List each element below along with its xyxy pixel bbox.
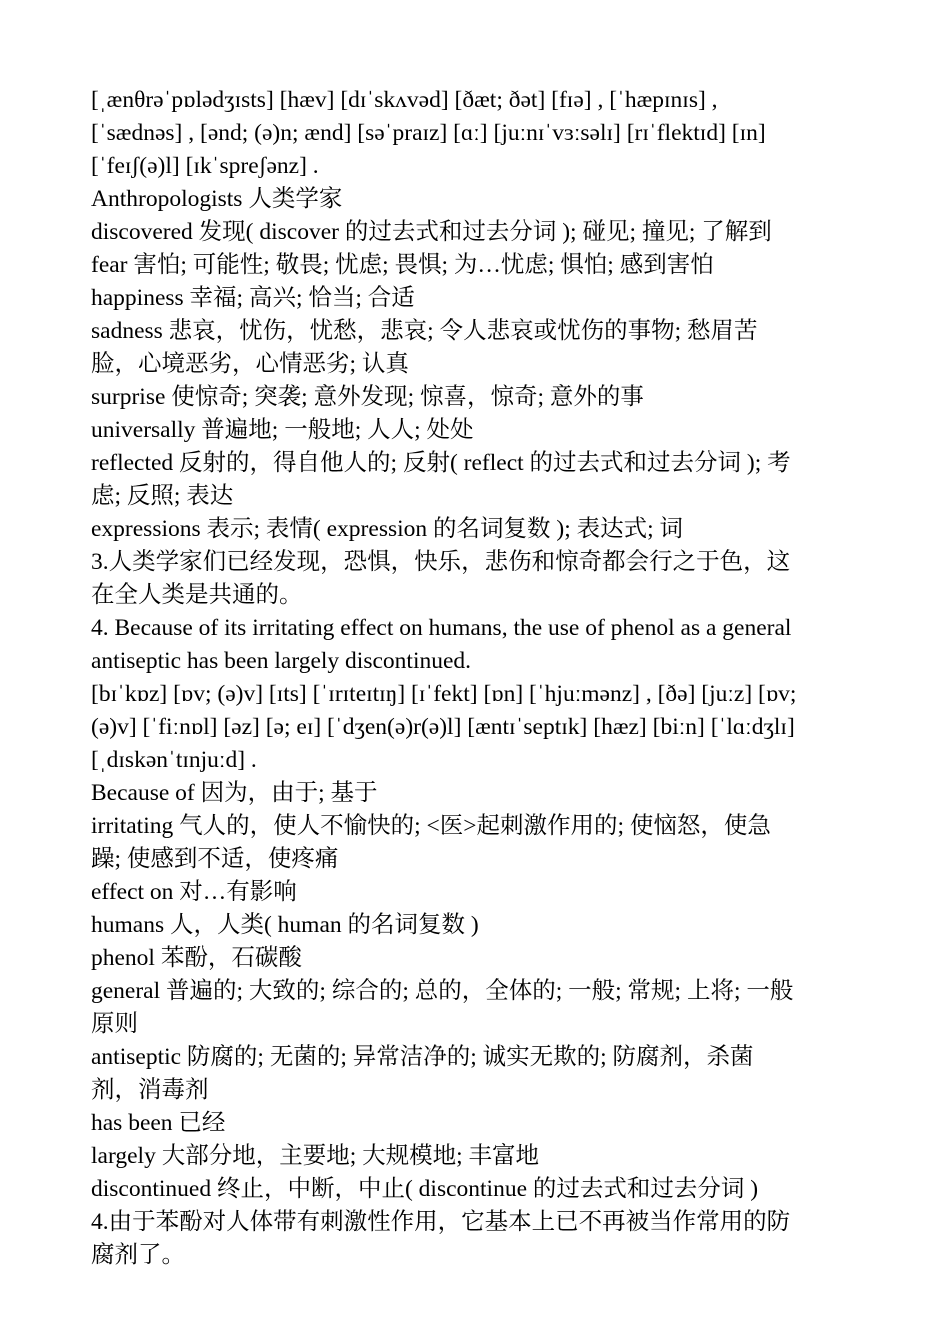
phonetic-line: [ˌænθrəˈpɒlədʒɪsts] [hæv] [dɪˈskʌvəd] [ðæt; ðət] [fɪə] , [ˈhæpɪnɪs] , [91,87,718,113]
vocab-entry-continued: 脸，心境恶劣，心情恶劣; 认真 [91,351,409,377]
vocab-entry: humans 人，人类( human 的名词复数 ) [91,912,479,938]
vocab-entry: discovered 发现( discover 的过去式和过去分词 ); 碰见; 撞见; 了解到 [91,219,772,245]
translation-line: 3.人类学家们已经发现，恐惧，快乐，悲伤和惊奇都会行之于色，这 [91,549,791,575]
phonetic-line: [ˈfeɪʃ(ə)l] [ɪkˈspreʃənz] . [91,153,319,179]
vocab-entry: Because of 因为，由于; 基于 [91,780,378,806]
phonetic-line: (ə)v] [ˈfiːnɒl] [əz] [ə; eɪ] [ˈdʒen(ə)r(ə)l] [æntɪˈseptɪk] [hæz] [biːn] [ˈlɑːdʒlɪ] [91,714,795,740]
sentence-line: 4. Because of its irritating effect on humans, the use of phenol as a general [91,615,792,641]
vocab-entry: phenol 苯酚，石碳酸 [91,945,302,971]
vocab-entry: irritating 气人的，使人不愉快的; <医>起刺激作用的; 使恼怒，使急 [91,813,771,839]
phonetic-line: [ˈsædnəs] , [ənd; (ə)n; ænd] [səˈpraɪz] [ɑː] [juːnɪˈvɜːsəlɪ] [rɪˈflektɪd] [ɪn] [91,120,766,146]
vocab-entry: universally 普遍地; 一般地; 人人; 处处 [91,417,474,443]
phonetic-line: [bɪˈkɒz] [ɒv; (ə)v] [ɪts] [ˈɪrɪteɪtɪŋ] [ɪˈfekt] [ɒn] [ˈhjuːmənz] , [ðə] [juːz] [ɒv; [91,681,797,707]
vocab-entry: has been 已经 [91,1110,226,1136]
vocab-entry: Anthropologists 人类学家 [91,186,343,212]
vocab-entry: expressions 表示; 表情( expression 的名词复数 ); 表达式; 词 [91,516,684,542]
vocab-entry: reflected 反射的，得自他人的; 反射( reflect 的过去式和过去分词 ); 考 [91,450,791,476]
vocab-entry: sadness 悲哀，忧伤，忧愁，悲哀; 令人悲哀或忧伤的事物; 愁眉苦 [91,318,758,344]
vocab-entry: general 普遍的; 大致的; 综合的; 总的，全体的; 一般; 常规; 上将; 一般 [91,978,794,1004]
vocab-entry-continued: 躁; 使感到不适，使疼痛 [91,846,339,872]
vocab-entry: antiseptic 防腐的; 无菌的; 异常洁净的; 诚实无欺的; 防腐剂，杀菌 [91,1044,754,1070]
phonetic-line: [ˌdɪskənˈtɪnjuːd] . [91,747,257,773]
vocab-entry: happiness 幸福; 高兴; 恰当; 合适 [91,285,415,311]
document-body [91,84,861,1272]
vocab-entry: effect on 对…有影响 [91,879,297,905]
vocab-entry-continued: 虑; 反照; 表达 [91,483,234,509]
vocab-entry: fear 害怕; 可能性; 敬畏; 忧虑; 畏惧; 为…忧虑; 惧怕; 感到害怕 [91,252,714,278]
vocab-entry-continued: 原则 [91,1011,138,1037]
translation-line: 4.由于苯酚对人体带有刺激性作用，它基本上已不再被当作常用的防 [91,1209,791,1235]
sentence-line: antiseptic has been largely discontinued. [91,648,472,674]
vocab-entry: largely 大部分地，主要地; 大规模地; 丰富地 [91,1143,540,1169]
vocab-entry-continued: 剂，消毒剂 [91,1077,209,1103]
vocab-entry: discontinued 终止，中断，中止( discontinue 的过去式和过去分词 ) [91,1176,759,1202]
translation-line: 腐剂了。 [91,1242,185,1268]
translation-line: 在全人类是共通的。 [91,582,303,608]
vocab-entry: surprise 使惊奇; 突袭; 意外发现; 惊喜，惊奇; 意外的事 [91,384,644,410]
